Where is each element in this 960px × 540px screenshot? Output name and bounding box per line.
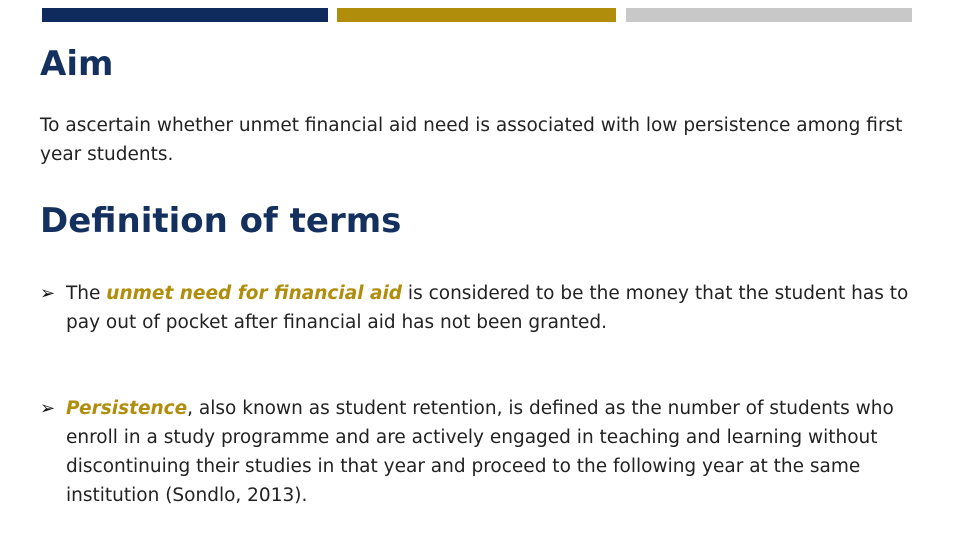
accent-bar-gold (337, 8, 616, 22)
aim-text: To ascertain whether unmet financial aid need is associated with low persistence among first year students. (40, 115, 903, 165)
arrowhead-bullet-icon: ➢ (40, 283, 56, 304)
accent-bar-navy (42, 8, 328, 22)
definition-text: is considered to be the money that the student has to pay out of pocket after financial aid has not been granted. (66, 283, 909, 333)
definition-term: unmet need for financial aid (106, 283, 403, 304)
definition-item-persistence (40, 394, 925, 510)
aim-heading: Aim (40, 44, 114, 84)
definition-prefix: The (66, 283, 107, 304)
definition-term: Persistence (66, 398, 188, 419)
accent-bar-gray (626, 8, 912, 22)
definition-text: , also known as student retention, is defined as the number of students who enroll in a study programme and are actively engaged in teaching and learning without discontinuing their studies in that year and proceed to the following year at the same institution (Sondlo, 2013). (66, 398, 894, 506)
arrowhead-bullet-icon: ➢ (40, 398, 56, 419)
definition-item-unmet-need (40, 279, 925, 337)
definition-of-terms-heading: Definition of terms (40, 201, 402, 241)
